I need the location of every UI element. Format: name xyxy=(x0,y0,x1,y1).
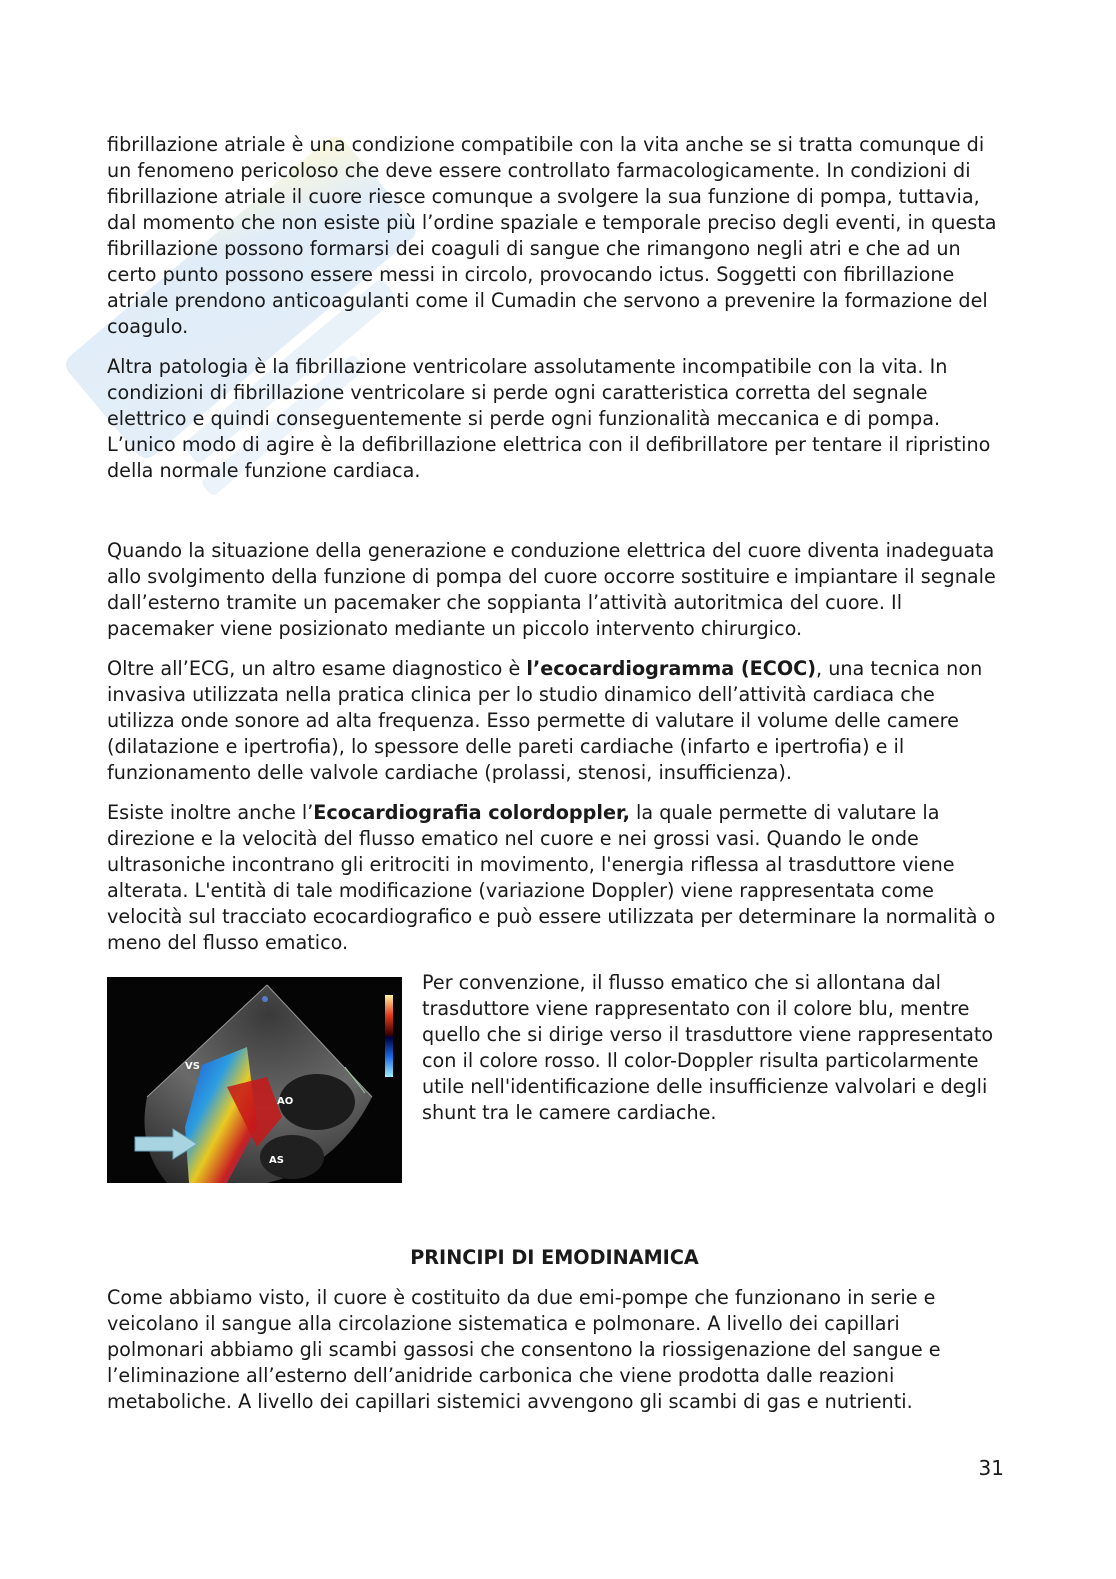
label-vs: VS xyxy=(185,1061,200,1072)
paragraph-atrial-fibrillation: fibrillazione atriale è una condizione compatibile con la vita anche se si tratta comunque di un fenomeno pericoloso che deve essere controllato farmacologicamente. In condizioni di fibrillazione atriale il cuore riesce comunque a svolgere la sua funzione di pompa, tuttavia, dal momento che non esiste più l’ordine spaziale e temporale preciso degli eventi, in questa fibrillazione possono formarsi dei coaguli di sangue che rimangono negli atri e che ad un certo punto possono essere messi in circolo, provocando ictus. Soggetti con fibrillazione atriale prendono anticoagulanti come il Cumadin che servono a prevenire la formazione del coagulo. xyxy=(107,133,997,338)
page-body xyxy=(107,132,1002,1429)
doppler-text-after: la quale permette di valutare la direzione e la velocità del flusso ematico nel cuore e nei grossi vasi. Quando le onde ultrasoniche incontrano gli eritrociti in movimento, l'energia riflessa al trasduttore viene alterata. L'entità di tale modificazione (variazione Doppler) viene rappresentata come velocità sul tracciato ecocardiografico e può essere utilizzata per determinare la normalità o meno del flusso ematico. xyxy=(107,801,996,954)
section-heading: PRINCIPI DI EMODINAMICA xyxy=(410,1246,699,1269)
doppler-bold-term: Ecocardiografia colordoppler, xyxy=(313,801,630,824)
paragraph-convention: Per convenzione, il flusso ematico che si allontana dal trasduttore viene rappresentato con il colore blu, mentre quello che si dirige verso il trasduttore viene rappresentato con il colore rosso. Il color-Doppler risulta particolarmente utile nell'identificazione delle insufficienze valvolari e degli shunt tra le camere cardiache. xyxy=(422,971,994,1124)
paragraph-pacemaker: Quando la situazione della generazione e conduzione elettrica del cuore diventa inadeguata allo svolgimento della funzione di pompa del cuore occorre sostituire e impiantare il segnale dall’esterno tramite un pacemaker che soppianta l’attività autoritmica del cuore. Il pacemaker viene posizionato mediante un piccolo intervento chirurgico. xyxy=(107,539,996,640)
page-number: 31 xyxy=(978,1456,1004,1480)
paragraph-ventricular-fibrillation: Altra patologia è la fibrillazione ventricolare assolutamente incompatibile con la vita. In condizioni di fibrillazione ventricolare si perde ogni caratteristica corretta del segnale elettrico e quindi conseguentemente si perde ogni funzionalità meccanica e di pompa. L’unico modo di agire è la defibrillazione elettrica con il defibrillatore per tentare il ripristino della normale funzione cardiaca. xyxy=(107,355,991,482)
paragraph-hemodynamics: Come abbiamo visto, il cuore è costituito da due emi-pompe che funzionano in serie e veicolano il sangue alla circolazione sistematica e polmonare. A livello dei capillari polmonari abbiamo gli scambi gassosi che consentono la riossigenazione del sangue e l’eliminazione all’esterno dell’anidride carbonica che viene prodotta dalle reazioni metaboliche. A livello dei capillari sistemici avvengono gli scambi di gas e nutrienti. xyxy=(107,1286,941,1413)
label-as: AS xyxy=(269,1155,284,1166)
ecoc-text-before: Oltre all’ECG, un altro esame diagnostico è xyxy=(107,657,527,680)
echocardiogram-image xyxy=(107,977,402,1183)
doppler-text-before: Esiste inoltre anche l’ xyxy=(107,801,314,824)
doppler-section xyxy=(107,800,1002,956)
paragraph-ecocardiogramma xyxy=(107,656,1002,786)
ecoc-text-after: , una tecnica non invasiva utilizzata nella pratica clinica per lo studio dinamico dell’attività cardiaca che utilizza onde sonore ad alta frequenza. Esso permette di valutare il volume delle camere (dilatazione e ipertrofia), lo spessore delle pareti cardiache (infarto e ipertrofia) e il funzionamento delle valvole cardiache (prolassi, stenosi, insufficienza). xyxy=(107,657,983,784)
label-ao: AO xyxy=(277,1096,294,1107)
paragraph-colordoppler xyxy=(107,800,1002,956)
ecoc-bold-term: l’ecocardiogramma (ECOC) xyxy=(526,657,817,680)
echo-figure xyxy=(107,977,402,1183)
